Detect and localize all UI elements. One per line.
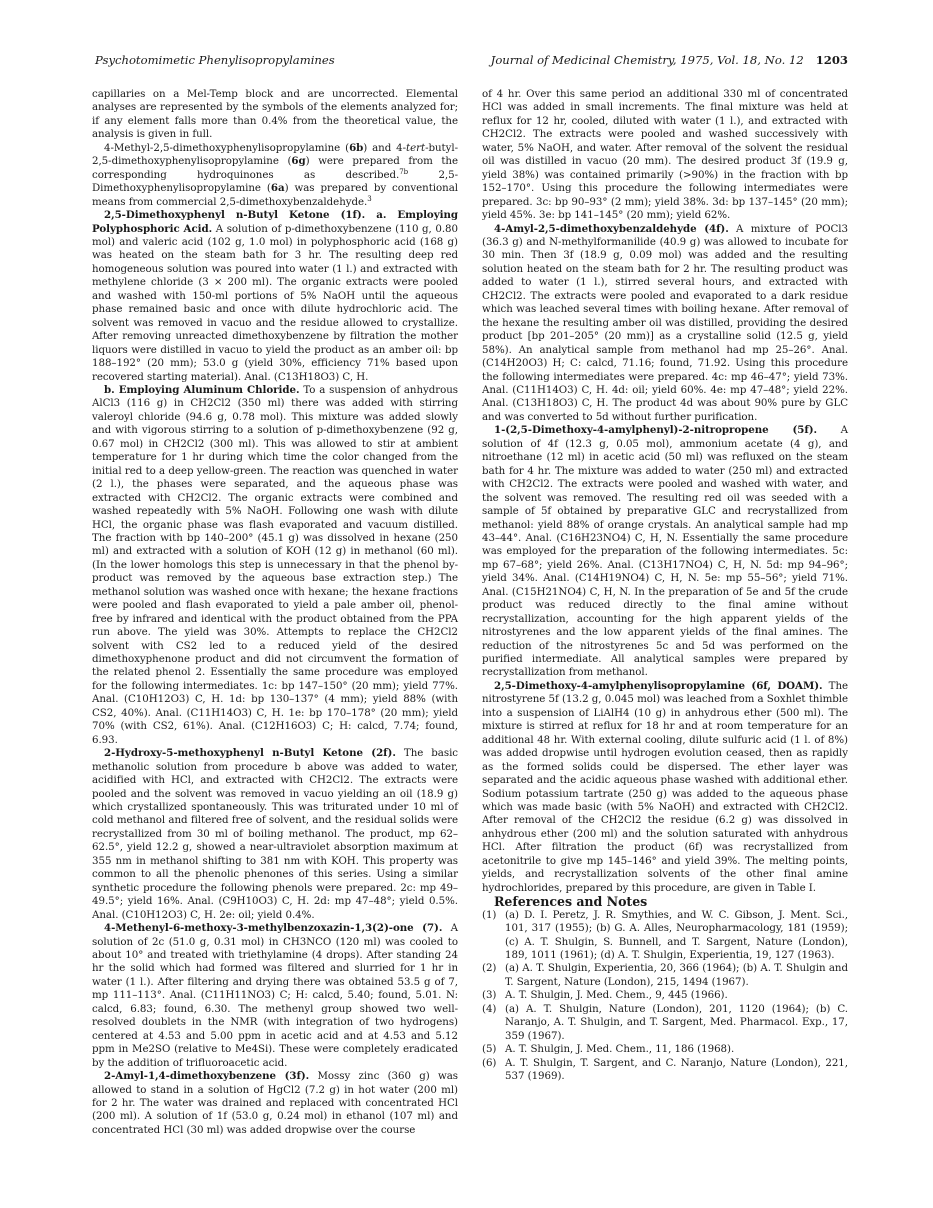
section-heading: 2,5-Dimethoxyphenyl n-Butyl Ketone (1f). a. Employing Polyphosphoric Acid. (92, 209, 458, 235)
paragraph-intro: capillaries on a Mel-Temp block and are uncorrected. Elemental analyses are represented by the symbols of the elements analyzed for; if any element falls more than 0.4% from the theoretical value, the analysis is given in full. (92, 88, 458, 141)
section-heading: b. Employing Aluminum Chloride. (104, 383, 300, 396)
reference-item: (2) (a) A. T. Shulgin, Experientia, 20, 366 (1964); (b) A. T. Shulgin and T. Sargent, Nature (London), 215, 1494 (1967). (482, 962, 848, 988)
running-head (92, 53, 848, 69)
reference-item: (4) (a) A. T. Shulgin, Nature (London), 201, 1120 (1964); (b) C. Naranjo, A. T. Shulgin, and T. Sargent, Med. Pharmacol. Exp., 17, 359 (1967). (482, 1002, 848, 1042)
references-heading: References and Notes (494, 894, 648, 910)
paragraph-6f: 2,5-Dimethoxy-4-amylphenylisopropylamine (6f, DOAM). The nitrostyrene 5f (13.2 g, 0.045 mol) was leached from a Soxhlet thimble into a suspension of LiAlH4 (10 g) in anhydrous ether (500 ml). The mixture is stirred at reflux for 18 hr and at room temperature for an additional 48 hr. With external cooling, dilute sulfuric acid (1 l. of 8%) was added dropwise until hydrogen evolution ceased, then as rapidly as the formed solids could be dispersed. The ether layer was separated and the acidic aqueous phase washed with additional ether. Sodium potassium tartrate (250 g) was added to the aqueous phase which was made basic (with 5% NaOH) and extracted with CH2Cl2. After removal of the CH2Cl2 the residue (6.2 g) was dissolved in anhydrous ether (200 ml) and the solution saturated with anhydrous HCl. After filtration the product (6f) was recrystallized from acetonitrile to give mp 145–146° and yield 39%. The melting points, yields, and recrystallization solvents of the other final amine hydrochlorides, prepared by this procedure, are given in Table I. (482, 679, 849, 894)
paragraph-3f-continued: of 4 hr. Over this same period an additional 330 ml of concentrated HCl was added in small increments. The final mixture was held at reflux for 12 hr, cooled, diluted with water (1 l.), and extracted with CH2Cl2. The extracts were pooled and washed successively with water, 5% NaOH, and water. After removal of the solvent the residual oil was distilled in vacuo (20 mm). The desired product 3f (19.9 g, yield 38%) was contained primarily (>90%) in the fraction with bp 152–170°. Using this procedure the following intermediates were prepared. 3c: bp 90–93° (2 mm); yield 38%. 3d: bp 137–145° (20 mm); yield 45%. 3e: bp 141–145° (20 mm); yield 62%. (482, 88, 848, 222)
paragraph-7: 4-Methenyl-6-methoxy-3-methylbenzoxazin-1,3(2)-one (7). A solution of 2c (51.0 g, 0.31 mol) in CH3NCO (120 ml) was cooled to about 10° and treated with triethylamine (4 drops). After standing 24 hr the solid which had formed was filtered and slurried for 1 hr in water (1 l.). After filtering and drying there was obtained 53.5 g of 7, mp 111–113°. Anal. (C11H11NO3) C; H: calcd, 5.40; found, 5.01. N: calcd, 6.83; found, 6.30. The methenyl group showed two well-resolved doublets in the NMR (with integration of two hydrogens) centered at 4.53 and 5.00 ppm in acetic acid and at 4.53 and 5.12 ppm in Me2SO (relative to Me4Si). These were completely eradicated by the addition of trifluoroacetic acid. (92, 922, 459, 1069)
section-heading: 2,5-Dimethoxy-4-amylphenylisopropylamine (6f, DOAM). (494, 679, 823, 692)
journal-name: Journal of Medicinal Chemistry, 1975, Vol. 18, No. 12 (490, 53, 804, 67)
paragraph-2f: 2-Hydroxy-5-methoxyphenyl n-Butyl Ketone (2f). The basic methanolic solution from procedure b above was added to water, acidified with HCl, and extracted with CH2Cl2. The extracts were pooled and the solvent was removed in vacuo yielding an oil (18.9 g) which crystallized spontaneously. This was triturated under 10 ml of cold methanol and filtered free of solvent, and the residual solids were recrystallized from 30 ml of boiling methanol. The product, mp 62–62.5°, yield 12.2 g, showed a near-ultraviolet absorption maximum at 355 nm in methanol shifting to 381 nm with KOH. This property was common to all the phenolic phenones of this series. Using a similar synthetic procedure the following phenols were prepared. 2c: mp 49–49.5°; yield 16%. Anal. (C9H10O3) C, H. 2d: mp 47–48°; yield 0.5%. Anal. (C10H12O3) C, H. 2e: oil; yield 0.4%. (92, 747, 458, 921)
reference-item: (1) (a) D. I. Peretz, J. R. Smythies, and W. C. Gibson, J. Ment. Sci., 101, 317 (1955); (b) G. A. Alles, Neuropharmacology, 181 (1959); (c) A. T. Shulgin, S. Bunnell, and T. Sargent, Nature (London), 189, 1011 (1961); (d) A. T. Shulgin, Experientia, 19, 127 (1963). (482, 908, 848, 961)
references-list (482, 909, 848, 1084)
paragraph-4f: 4-Amyl-2,5-dimethoxybenzaldehyde (4f). A mixture of POCl3 (36.3 g) and N-methylformanilide (40.9 g) was allowed to incubate for 30 min. Then 3f (18.9 g, 0.09 mol) was added and the resulting solution heated on the steam bath for 2 hr. The resulting product was added to water (1 l.), stirred several hours, and extracted with CH2Cl2. The extracts were pooled and evaporated to a dark residue which was leached several times with boiling hexane. After removal of the hexane the resulting amber oil was distilled, providing the desired product [bp 201–205° (20 mm)] as a crystalline solid (12.5 g, yield 58%). An analytical sample from methanol had mp 25–26°. Anal. (C14H20O3) H; C: calcd, 71.16; found, 71.92. Using this procedure the following intermediates were prepared. 4c: mp 46–47°; yield 73%. Anal. (C11H14O3) C, H. 4d: oil; yield 60%. 4e: mp 47–48°; yield 22%. Anal. (C13H18O3) C, H. The product 4d was about 90% pure by GLC and was converted to 5d without further purification. (482, 222, 848, 423)
reference-item: (6) A. T. Shulgin, T. Sargent, and C. Naranjo, Nature (London), 221, 537 (1969). (482, 1056, 848, 1083)
section-heading: 2-Amyl-1,4-dimethoxybenzene (3f). (104, 1070, 310, 1083)
left-column (92, 88, 458, 1137)
paragraph-1f-ppa: 2,5-Dimethoxyphenyl n-Butyl Ketone (1f). a. Employing Polyphosphoric Acid. A solution of p-dimethoxybenzene (110 g, 0.80 mol) and valeric acid (102 g, 1.0 mol) in polyphosphoric acid (168 g) was heated on the steam bath for 3 hr. The resulting deep red homogeneous solution was poured into water (1 l.) and extracted with methylene chloride (3 × 200 ml). The organic extracts were pooled and washed with 150-ml portions of 5% NaOH until the aqueous phase remained basic and once with dilute hydrochloric acid. The solvent was removed in vacuo and the residue allowed to crystallize. After removing unreacted dimethoxybenzene by filtration the mother liquors were distilled in vacuo to yield the product as an amber oil: bp 188–192° (20 mm); 53.0 g (yield 30%, efficiency 71% based upon recovered starting material). Anal. (C13H18O3) C, H. (92, 209, 458, 383)
page-number: 1203 (815, 53, 848, 67)
running-title: Psychotomimetic Phenylisopropylamines (95, 53, 335, 67)
section-heading: 4-Amyl-2,5-dimethoxybenzaldehyde (4f). (494, 222, 729, 235)
reference-item: (3) A. T. Shulgin, J. Med. Chem., 9, 445 (1966). (482, 989, 728, 1002)
paragraph-1f-alcl3: b. Employing Aluminum Chloride. To a suspension of anhydrous AlCl3 (116 g) in CH2Cl2 (350 ml) there was added with stirring valeroyl chloride (94.6 g, 0.78 mol). This mixture was added slowly and with vigorous stirring to a solution of p-dimethoxybenzene (92 g, 0.67 mol) in CH2Cl2 (300 ml). This was allowed to stir at ambient temperature for 1 hr during which time the color changed from the initial red to a deep yellow-green. The reaction was quenched in water (2 l.), the phases were separated, and the aqueous phase was extracted with CH2Cl2. The organic extracts were combined and washed repeatedly with 5% NaOH. Following one wash with dilute HCl, the organic phase was flash evaporated and vacuum distilled. The fraction with bp 140–200° (45.1 g) was dissolved in hexane (250 ml) and extracted with a solution of KOH (12 g) in methanol (60 ml). (In the lower homologs this step is unnecessary in that the phenol by-product was removed by the aqueous base extraction step.) The methanol solution was washed once with hexane; the hexane fractions were pooled and flash evaporated to yield a pale amber oil, phenol-free by infrared and identical with the product obtained from the PPA run above. The yield was 30%. Attempts to replace the CH2Cl2 solvent with CS2 led to a reduced yield of the desired dimethoxyphenone product and did not circumvent the formation of the related phenol 2. Essentially the same procedure was employed for the following intermediates. 1c: bp 147–150° (20 mm); yield 77%. Anal. (C10H12O3) C, H. 1d: bp 130–137° (4 mm); yield 88% (with CS2, 40%). Anal. (C11H14O3) C, H. 1e: bp 170–178° (20 mm); yield 70% (with CS2, 61%). Anal. (C12H16O3) C; H: calcd, 7.74; found, 6.93. (92, 383, 458, 746)
section-heading: 1-(2,5-Dimethoxy-4-amylphenyl)-2-nitropropene (5f). (494, 424, 818, 437)
right-column (482, 88, 848, 1084)
journal-citation (491, 53, 848, 67)
paragraph-5f: 1-(2,5-Dimethoxy-4-amylphenyl)-2-nitropropene (5f). A solution of 4f (12.3 g, 0.05 mol), ammonium acetate (4 g), and nitroethane (12 ml) in acetic acid (50 ml) was refluxed on the steam bath for 4 hr. The mixture was added to water (250 ml) and extracted with CH2Cl2. The extracts were pooled and washed with water, and the solvent was removed. The resulting red oil was seeded with a sample of 5f obtained by preparative GLC and recrystallized from methanol: yield 88% of orange crystals. An analytical sample had mp 43–44°. Anal. (C16H23NO4) C, H, N. Essentially the same procedure was employed for the preparation of the following intermediates. 5c: mp 67–68°; yield 26%. Anal. (C13H17NO4) C, H, N. 5d: mp 94–96°; yield 34%. Anal. (C14H19NO4) C, H, N. 5e: mp 55–56°; yield 71%. Anal. (C15H21NO4) C, H, N. In the preparation of 5e and 5f the crude product was reduced directly to the final amine without recrystallization, accounting for the high apparent yields of the nitrostyrenes and the low apparent yields of the final amines. The reduction of the nitrostyrenes 5c and 5d was performed on the purified intermediate. All analytical samples were prepared by recrystallization from methanol. (482, 424, 848, 679)
paragraph-3f: 2-Amyl-1,4-dimethoxybenzene (3f). Mossy zinc (360 g) was allowed to stand in a solution of HgCl2 (7.2 g) in hot water (200 ml) for 2 hr. The water was drained and replaced with concentrated HCl (200 ml). A solution of 1f (53.0 g, 0.24 mol) in ethanol (107 ml) and concentrated HCl (30 ml) was added dropwise over the course (92, 1070, 458, 1136)
reference-item: (5) A. T. Shulgin, J. Med. Chem., 11, 186 (1968). (482, 1043, 735, 1056)
section-heading: 2-Hydroxy-5-methoxyphenyl n-Butyl Ketone (2f). (104, 747, 396, 760)
paragraph-6b-6g-6a: 4-Methyl-2,5-dimethoxyphenylisopropylamine (6b) and 4-tert-butyl-2,5-dimethoxyphenylisopropylamine (6g) were prepared from the corresponding hydroquinones as described.$^{7b}$ 2,5-Dimethoxyphenylisopropylamine (6a) was prepared by conventional means from commercial 2,5-dimethoxybenzaldehyde.$^3$ (92, 141, 459, 208)
section-heading: 4-Methenyl-6-methoxy-3-methylbenzoxazin-1,3(2)-one (7). (104, 922, 443, 935)
